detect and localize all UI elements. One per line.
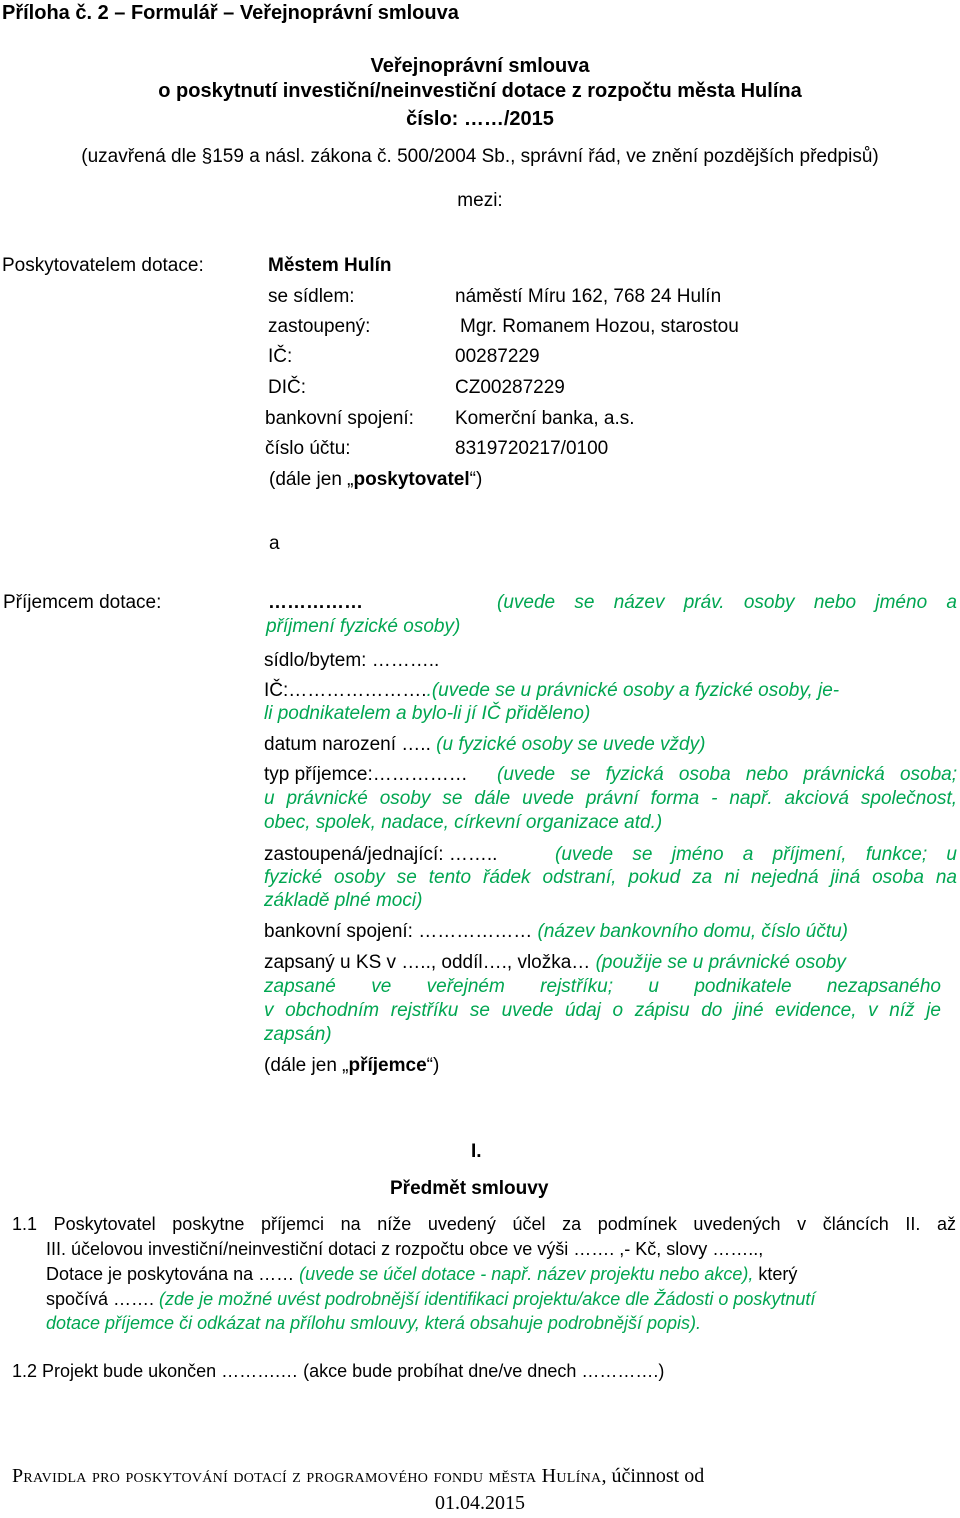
recipient-seat: sídlo/bytem: ……….. [264,650,440,671]
between-label: mezi: [457,190,503,211]
provider-alias-term: poskytovatel [353,469,470,490]
provider-ic-value: 00287229 [455,346,540,367]
footer-rules-title: Pravidla pro poskytování dotací z programového fondu města Hulína [12,1465,602,1487]
contract-number: číslo: ……/2015 [406,108,554,130]
provider-bank-label: bankovní spojení: [265,408,414,429]
provider-seat-label: se sídlem: [268,286,355,307]
recipient-ic-hint: .(uvede se u právnické osoby a fyzické osoby, je- [426,680,840,701]
attachment-title: Příloha č. 2 – Formulář – Veřejnoprávní smlouva [2,2,459,24]
provider-role-label: Poskytovatelem dotace: [2,255,204,276]
recipient-registry-hint: (použije se u právnické osoby [595,952,846,973]
recipient-name-placeholder: …………… [268,592,363,613]
recipient-bank: bankovní spojení: ……………… (název bankovního domu, číslo účtu) [264,921,849,942]
recipient-ic: IČ:…………………..(uvede se u právnické osoby a fyzické osoby, je- [264,680,840,701]
section-number: I. [471,1141,482,1162]
recipient-alias: (dále jen „příjemce“) [264,1055,440,1076]
section-title: Předmět smlouvy [390,1178,549,1199]
provider-alias: (dále jen „poskytovatel“) [269,469,483,490]
provider-ic-label: IČ: [268,346,293,367]
clause-1-1-line1: 1.1 Poskytovatel poskytne příjemci na níže uvedený účel za podmínek uvedených v článcích II. až [12,1214,956,1234]
recipient-type-hint-3: obec, spolek, nadace, církevní organizace atd.) [264,812,663,833]
recipient-ic-hint-cont: li podnikatelem a bylo-li jí IČ přiděleno) [264,703,591,724]
clause-1-1-line4: spočívá ……. (zde je možné uvést podrobnější identifikaci projektu/akce dle Žádosti o poskytnutí [46,1289,816,1309]
contract-subtitle: o poskytnutí investiční/neinvestiční dotace z rozpočtu města Hulína [158,80,802,102]
recipient-registry-hint-4: zapsán) [264,1024,332,1045]
recipient-role-label: Příjemcem dotace: [3,592,162,613]
clause-1-1-line5: dotace příjemce či odkázat na přílohu smlouvy, která obsahuje podrobnější popis). [46,1313,702,1333]
recipient-registry: zapsaný u KS v ….., oddíl…., vložka… (použije se u právnické osoby [264,952,846,973]
recipient-type: typ příjemce:…………… [264,764,468,785]
provider-dic-value: CZ00287229 [455,377,565,398]
recipient-registry-hint-2: zapsané ve veřejném rejstříku; u podnikatele nezapsaného [264,976,941,997]
legal-basis: (uzavřená dle §159 a násl. zákona č. 500/2004 Sb., správní řád, ve znění pozdějších předpisů) [81,146,879,167]
provider-seat-value: náměstí Míru 162, 768 24 Hulín [455,286,722,307]
clause-1-1-line2: III. účelovou investiční/neinvestiční dotaci z rozpočtu obce ve výši ……. ,- Kč, slovy …….., [46,1239,764,1259]
provider-account-label: číslo účtu: [265,438,351,459]
recipient-representative-hint-3: základě plné moci) [264,890,423,911]
clause-1-1-purpose-hint: (uvede se účel dotace - např. název projektu nebo akce), [299,1264,754,1284]
recipient-birthdate: datum narození ….. (u fyzické osoby se uvede vždy) [264,734,706,755]
recipient-representative: zastoupená/jednající: …….. [264,844,498,865]
contract-title: Veřejnoprávní smlouva [370,55,590,77]
recipient-birthdate-hint: (u fyzické osoby se uvede vždy) [430,734,706,755]
recipient-representative-hint: (uvede se jméno a příjmení, funkce; u [555,844,957,865]
recipient-representative-hint-2: fyzické osoby se tento řádek odstraní, pokud za ni nejedná jiná osoba na [264,867,957,888]
recipient-type-hint-2: u právnické osoby se dále uvede právní forma - např. akciová společnost, [264,788,957,809]
recipient-name-hint-cont: příjmení fyzické osoby) [266,616,461,637]
conjunction: a [269,533,280,554]
recipient-alias-term: příjemce [348,1055,427,1076]
recipient-registry-hint-3: v obchodním rejstříku se uvede údaj o zápisu do jiné evidence, v níž je [264,1000,941,1021]
clause-1-1-detail-hint: (zde je možné uvést podrobnější identifikaci projektu/akce dle Žádosti o poskytnutí [159,1289,816,1309]
clause-1-2: 1.2 Projekt bude ukončen ……….… (akce bude probíhat dne/ve dnech ………….) [12,1361,665,1381]
provider-representative-label: zastoupený: [268,316,371,337]
clause-1-1-line3: Dotace je poskytována na …… (uvede se účel dotace - např. název projektu nebo akce), který [46,1264,798,1284]
provider-name: Městem Hulín [268,255,392,276]
provider-dic-label: DIČ: [268,377,306,398]
provider-bank-value: Komerční banka, a.s. [455,408,635,429]
provider-representative-value: Mgr. Romanem Hozou, starostou [460,316,739,337]
footer-line1: Pravidla pro poskytování dotací z programového fondu města Hulína, účinnost od [12,1465,705,1487]
footer-date: 01.04.2015 [435,1492,525,1514]
recipient-name-hint: (uvede se název práv. osoby nebo jméno a [497,592,957,613]
recipient-type-hint: (uvede se fyzická osoba nebo právnická osoba; [497,764,957,785]
recipient-bank-hint: (název bankovního domu, číslo účtu) [537,921,849,942]
provider-account-value: 8319720217/0100 [455,438,609,459]
